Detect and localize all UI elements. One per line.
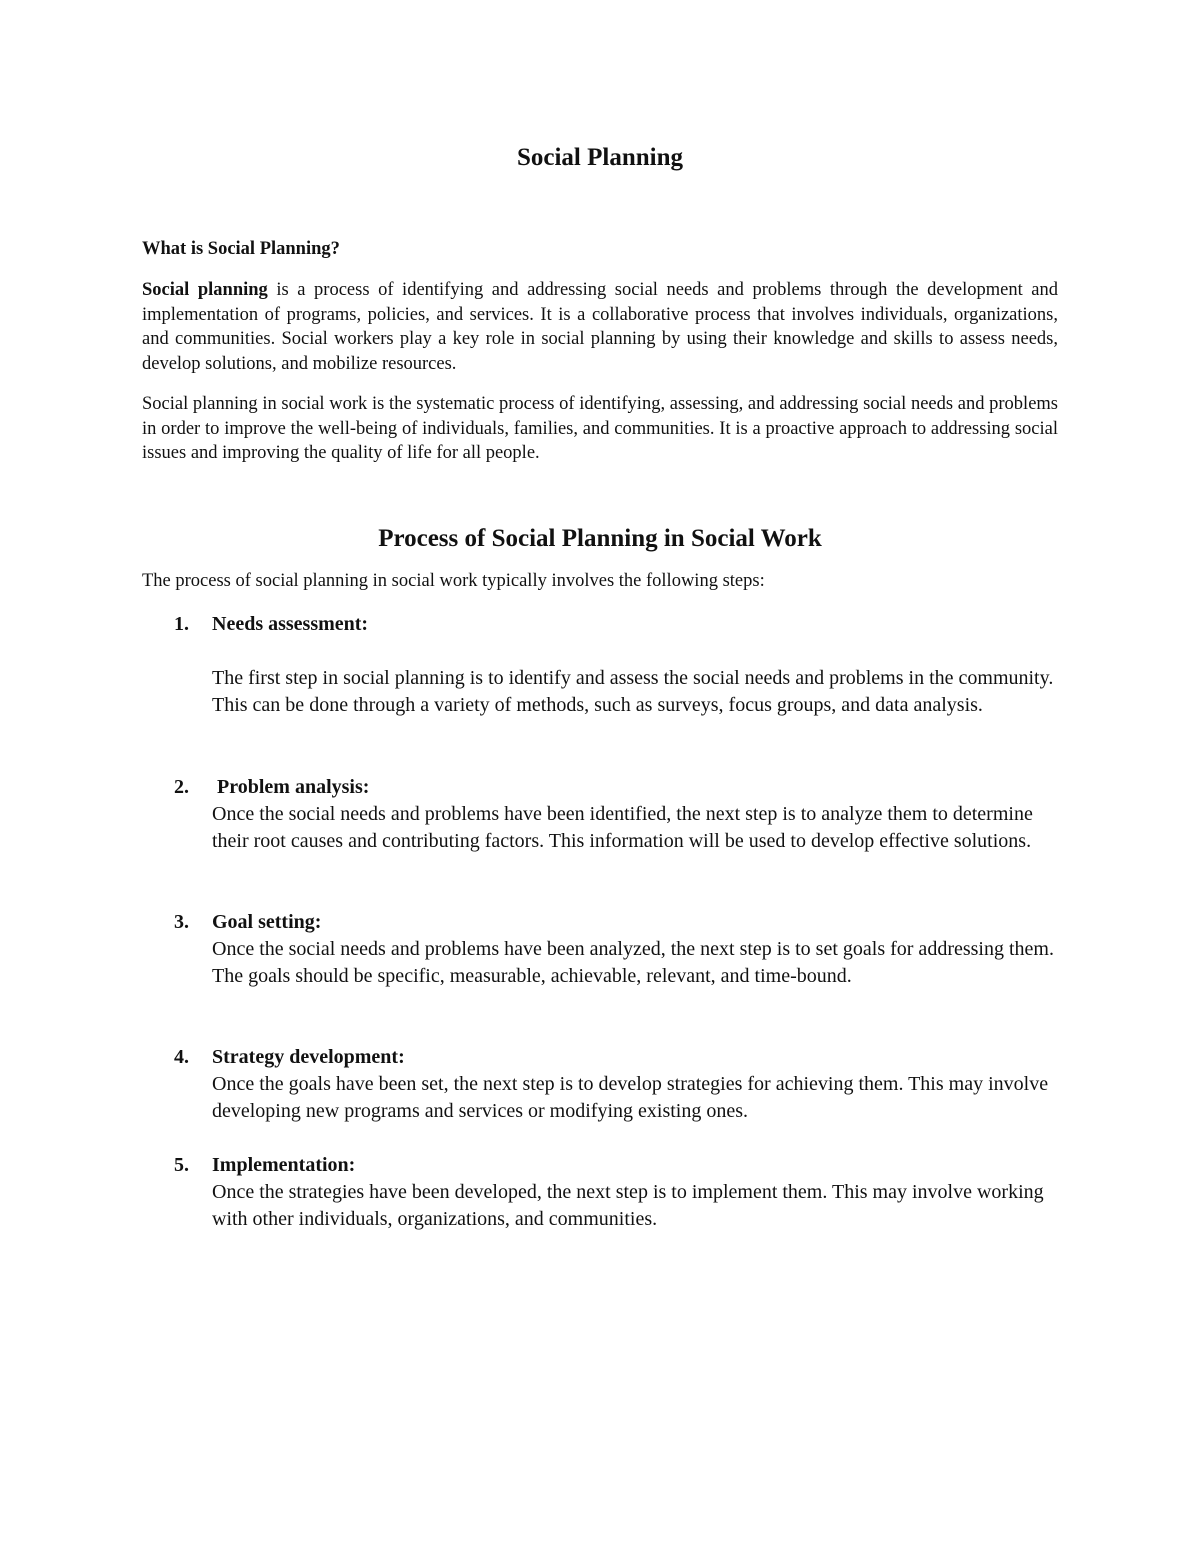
step-heading: Strategy development:: [212, 1046, 405, 1068]
definition-paragraph: [142, 278, 1058, 376]
step-heading: Implementation:: [212, 1154, 356, 1176]
step-body: Once the social needs and problems have been identified, the next step is to analyze them to determine their root causes and contributing factors. This information will be used to develop effective solutions.: [212, 803, 1033, 852]
step-number: 5.: [174, 1154, 189, 1176]
step-number: 1.: [174, 613, 189, 635]
defined-term: Social planning: [142, 280, 268, 300]
section-question-heading: What is Social Planning?: [142, 239, 340, 259]
step-body: Once the goals have been set, the next step is to develop strategies for achieving them. This may involve developing new programs and services or modifying existing ones.: [212, 1073, 1049, 1122]
social-work-paragraph: Social planning in social work is the systematic process of identifying, assessing, and addressing social needs and problems in order to improve the well-being of individuals, families, and communities. It is a proactive approach to addressing social issues and improving the quality of life for all people.: [142, 394, 1058, 464]
step-body: Once the strategies have been developed, the next step is to implement them. This may involve working with other individuals, organizations, and communities.: [212, 1181, 1044, 1230]
step-body: Once the social needs and problems have been analyzed, the next step is to set goals for addressing them. The goals should be specific, measurable, achievable, relevant, and time-bound.: [212, 938, 1054, 987]
step-number: 2.: [174, 776, 189, 798]
process-intro: The process of social planning in social work typically involves the following steps:: [142, 571, 765, 591]
process-heading: Process of Social Planning in Social Work: [378, 525, 822, 552]
definition-text: is a process of identifying and addressing social needs and problems through the development and implementation of programs, policies, and services. It is a collaborative process that involves individuals, organizations, and communities. Social workers play a key role in social planning by using their knowledge and skills to assess needs, develop solutions, and mobilize resources.: [142, 280, 1058, 374]
step-number: 3.: [174, 911, 189, 933]
step-heading: Goal setting:: [212, 911, 322, 933]
step-heading: Needs assessment:: [212, 613, 369, 635]
document-title: Social Planning: [516, 144, 683, 171]
step-heading: Problem analysis:: [212, 776, 370, 798]
step-number: 4.: [174, 1046, 189, 1068]
step-body: The first step in social planning is to identify and assess the social needs and problems in the community. This can be done through a variety of methods, such as surveys, focus groups, and data analysis.: [212, 667, 1054, 716]
